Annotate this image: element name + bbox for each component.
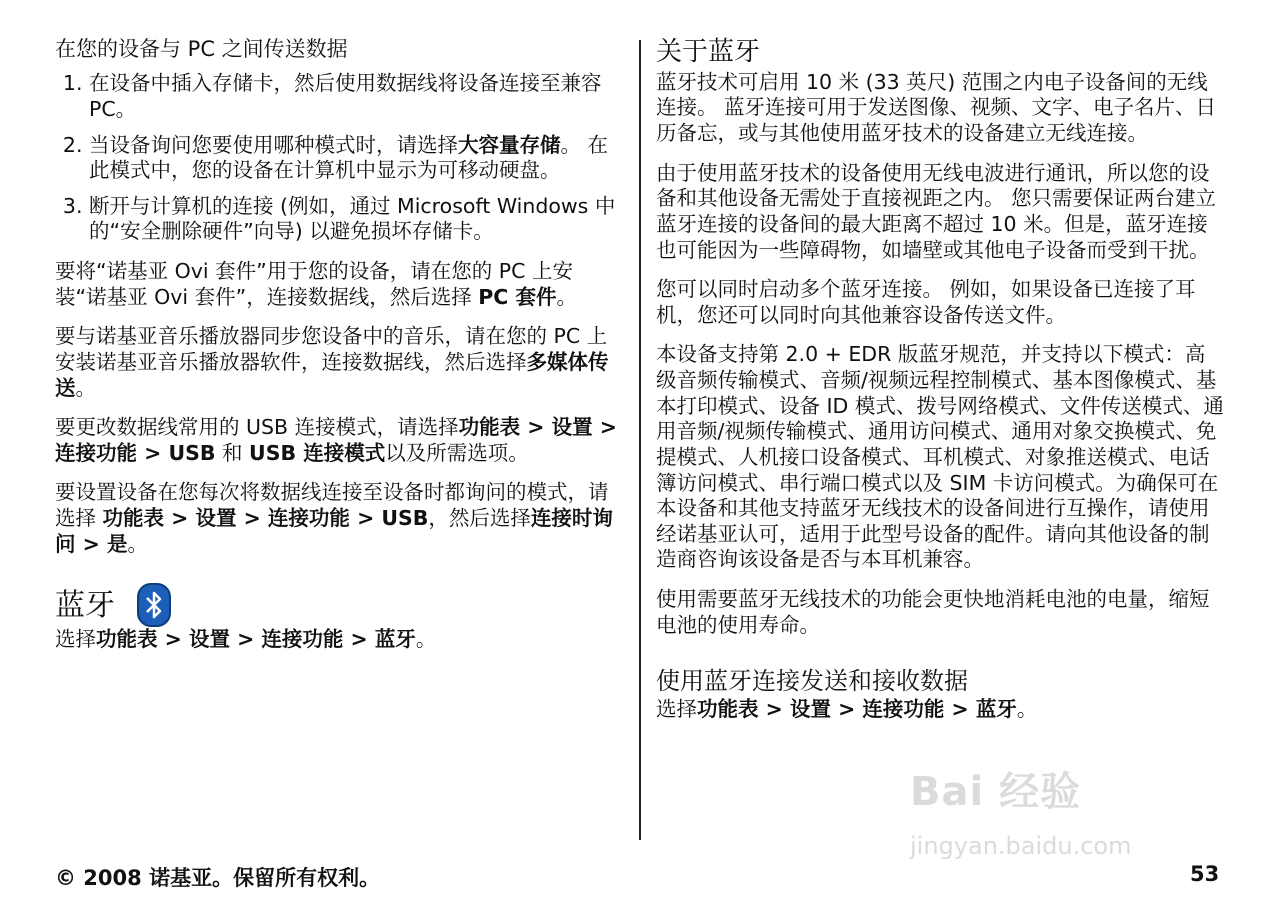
step-1: 1. 在设备中插入存储卡，然后使用数据线将设备连接至兼容 PC。 bbox=[89, 71, 623, 122]
paragraph-bt-multiple: 您可以同时启动多个蓝牙连接。 例如，如果设备已连接了耳机，您还可以同时向其他兼容设备传送文件。 bbox=[656, 277, 1196, 327]
bluetooth-select-path: 选择功能表 > 设置 > 连接功能 > 蓝牙。 bbox=[55, 627, 437, 652]
watermark-logo: Bai 经验 bbox=[910, 769, 1082, 815]
section-heading-pc-transfer: 在您的设备与 PC 之间传送数据 bbox=[55, 37, 348, 61]
watermark bbox=[900, 760, 1200, 870]
page-number: 53 bbox=[1190, 862, 1220, 886]
paragraph-ask-mode: 要设置设备在您每次将数据线连接至设备时都询问的模式，请选择 功能表 > 设置 > 连接功能 > USB，然后选择连接时询问 > 是。 bbox=[55, 480, 613, 556]
paragraph-bt-battery: 使用需要蓝牙无线技术的功能会更快地消耗电池的电量，缩短电池的使用寿命。 bbox=[656, 587, 1210, 637]
paragraph-music: 要与诺基亚音乐播放器同步您设备中的音乐，请在您的 PC 上安装诺基亚音乐播放器软件，连接数据线，然后选择多媒体传送。 bbox=[55, 324, 609, 400]
step-2: 2. 当设备询问您要使用哪种模式时，请选择大容量存储。 在此模式中，您的设备在计算机中显示为可移动硬盘。 bbox=[89, 133, 623, 184]
bluetooth-title: 蓝牙 bbox=[55, 583, 623, 627]
column-divider bbox=[639, 40, 641, 840]
mass-storage-label: 大容量存储 bbox=[458, 132, 561, 157]
about-bluetooth-heading: 关于蓝牙 bbox=[656, 37, 761, 67]
paragraph-usb-mode: 要更改数据线常用的 USB 连接模式，请选择功能表 > 设置 > 连接功能 > USB 和 USB 连接模式以及所需选项。 bbox=[55, 415, 617, 465]
paragraph-ovi: 要将“诺基亚 Ovi 套件”用于您的设备，请在您的 PC 上安装“诺基亚 Ovi 套件”，连接数据线，然后选择 PC 套件。 bbox=[55, 259, 577, 309]
paragraph-bt-radio: 由于使用蓝牙技术的设备使用无线电波进行通讯，所以您的设备和其他设备无需处于直接视距之内。 您只需要保证两台建立蓝牙连接的设备间的最大距离不超过 10 米。但是，蓝牙连接也可能因为一些障碍物，如墙壁或其他电子设备而受到干扰。 bbox=[656, 160, 1217, 262]
bluetooth-icon bbox=[137, 583, 171, 627]
paragraph-bt-intro: 蓝牙技术可启用 10 米 (33 英尺) 范围之内电子设备间的无线连接。 蓝牙连接可用于发送图像、视频、文字、电子名片、日历备忘，或与其他使用蓝牙技术的设备建立无线连接。 bbox=[656, 69, 1217, 146]
send-receive-select-path: 选择功能表 > 设置 > 连接功能 > 蓝牙。 bbox=[656, 697, 1038, 722]
watermark-site: jingyan.baidu.com bbox=[910, 832, 1132, 860]
steps-list bbox=[55, 71, 623, 245]
step-3: 3. 断开与计算机的连接 (例如，通过 Microsoft Windows 中的“安全删除硬件”向导) 以避免损坏存储卡。 bbox=[89, 194, 623, 245]
right-column bbox=[656, 36, 1224, 729]
send-receive-heading: 使用蓝牙连接发送和接收数据 bbox=[656, 667, 968, 696]
copyright: © 2008 诺基亚。保留所有权利。 bbox=[55, 866, 381, 890]
paragraph-bt-profiles: 本设备支持第 2.0 + EDR 版蓝牙规范，并支持以下模式：高级音频传输模式、音频/视频远程控制模式、基本图像模式、基本打印模式、设备 ID 模式、拨号网络模式、文件传送模式、通用音频/视频传输模式、通用访问模式、通用对象交换模式、免提模式、人机接口设备模式、耳机模式、对象推送模式、电话簿访问模式、串行端口模式以及 SIM 卡访问模式。为确保可在本设备和其他支持蓝牙无线技术的设备间进行互操作，请使用经诺基亚认可，适用于此型号设备的配件。请向其他设备的制造商咨询该设备是否与本耳机兼容。 bbox=[656, 342, 1224, 572]
left-column bbox=[55, 36, 623, 659]
